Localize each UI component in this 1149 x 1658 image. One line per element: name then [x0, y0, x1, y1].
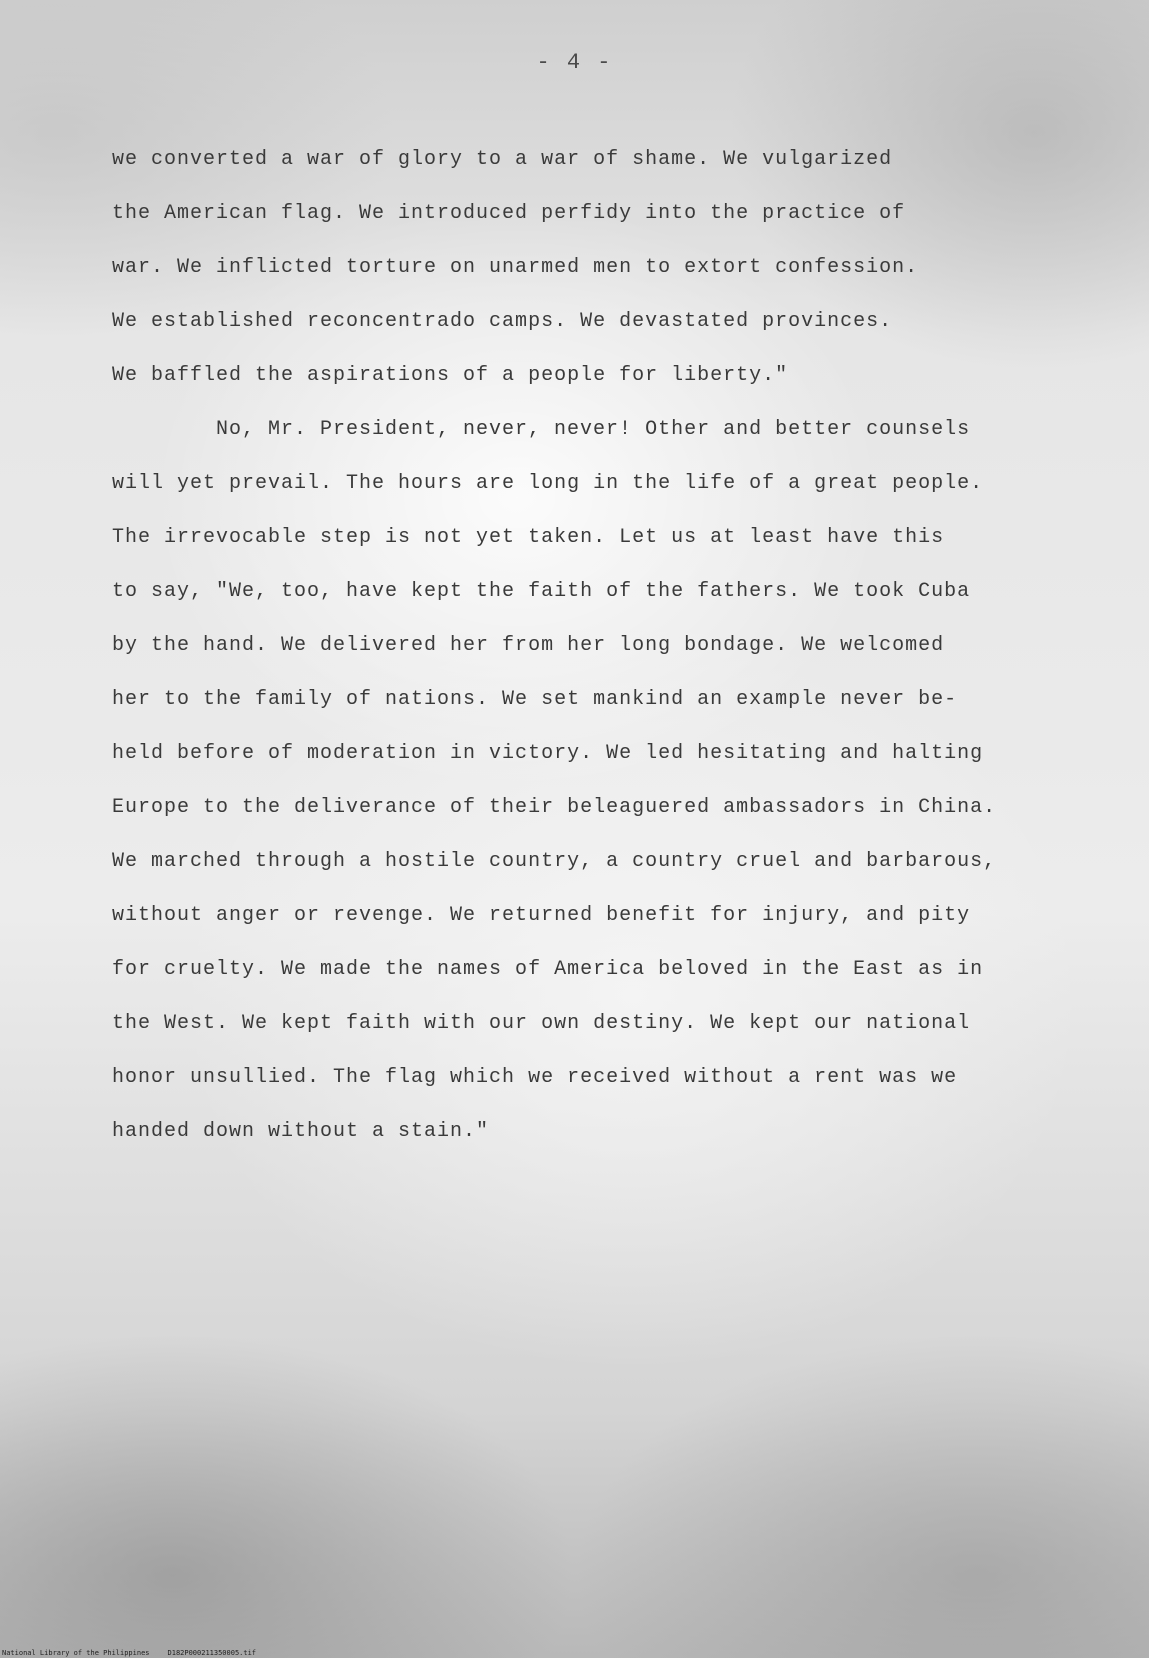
text-line: honor unsullied. The flag which we received without a rent was we — [112, 1066, 958, 1089]
text-line: We established reconcentrado camps. We devastated provinces. — [112, 310, 893, 333]
text-line: for cruelty. We made the names of America beloved in the East as in — [112, 958, 984, 981]
page-number: - 4 - — [536, 50, 613, 75]
text-line: We marched through a hostile country, a country cruel and barbarous, — [112, 850, 997, 873]
footer-library: National Library of the Philippines — [2, 1649, 150, 1657]
text-line: handed down without a stain." — [112, 1120, 490, 1143]
paragraph — [112, 133, 1112, 403]
text-line: Europe to the deliverance of their beleaguered ambassadors in China. — [112, 796, 997, 819]
text-line: We baffled the aspirations of a people for liberty." — [112, 364, 789, 387]
text-line: No, Mr. President, never, never! Other and better counsels — [216, 418, 971, 441]
text-line: the West. We kept faith with our own destiny. We kept our national — [112, 1012, 971, 1035]
text-line: without anger or revenge. We returned benefit for injury, and pity — [112, 904, 971, 927]
text-line: by the hand. We delivered her from her long bondage. We welcomed — [112, 634, 945, 657]
scan-footer — [2, 1649, 256, 1657]
text-line: held before of moderation in victory. We led hesitating and halting — [112, 742, 984, 765]
text-line: war. We inflicted torture on unarmed men to extort confession. — [112, 256, 919, 279]
text-line: the American flag. We introduced perfidy into the practice of — [112, 202, 906, 225]
document-body — [112, 133, 1112, 1159]
text-line: The irrevocable step is not yet taken. Let us at least have this — [112, 526, 945, 549]
paragraph — [112, 403, 1112, 1159]
text-line: will yet prevail. The hours are long in the life of a great people. — [112, 472, 984, 495]
text-line: we converted a war of glory to a war of shame. We vulgarized — [112, 148, 893, 171]
text-line: her to the family of nations. We set mankind an example never be- — [112, 688, 958, 711]
text-line: to say, "We, too, have kept the faith of the fathers. We took Cuba — [112, 580, 971, 603]
footer-file-id: D182P000211350005.tif — [167, 1649, 257, 1657]
